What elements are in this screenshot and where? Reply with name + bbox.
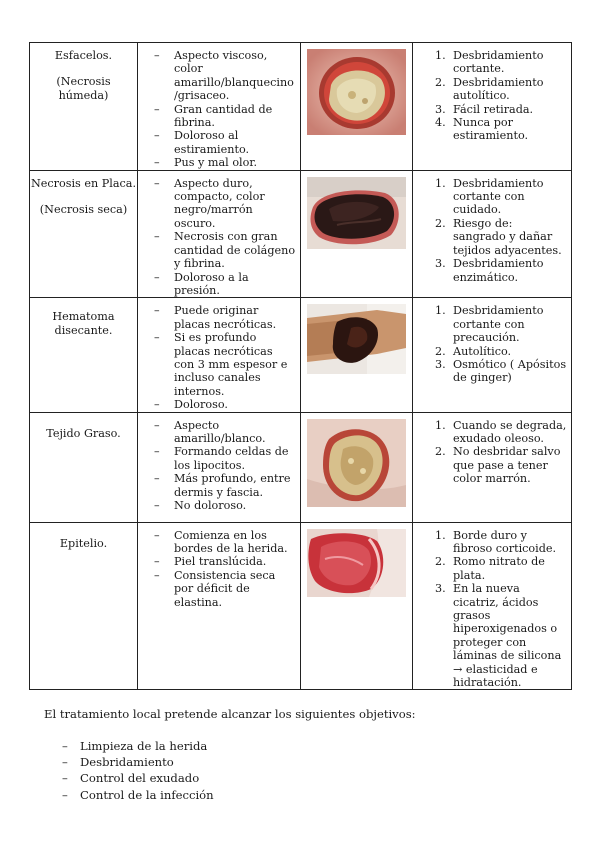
feature-item: – Doloroso.	[154, 398, 296, 411]
wound-slough-photo	[307, 49, 406, 135]
tissue-name-cell	[30, 298, 138, 412]
tissue-name-cell	[30, 43, 138, 171]
feature-item: – Más profundo, entre dermis y fascia.	[154, 472, 296, 499]
objective-item: – Limpieza de la herida	[62, 738, 214, 754]
treatment-item: 1. Desbridamiento cortante con cuidado.	[435, 176, 544, 217]
features-cell	[138, 412, 301, 522]
treatment-cell	[413, 170, 572, 298]
objective-item: – Desbridamiento	[62, 754, 214, 770]
hematoma-photo	[307, 304, 406, 374]
objective-item: – Control del exudado	[62, 770, 214, 786]
epithelium-photo	[307, 529, 406, 597]
tissue-name: Necrosis en Placa.	[30, 176, 137, 190]
treatment-item: 2. Romo nitrato de plata.	[435, 555, 545, 582]
tissue-name: Epitelio.	[59, 536, 108, 550]
tissue-subname: (Necrosis seca)	[39, 203, 128, 217]
feature-item: – Doloroso a la presión.	[154, 271, 296, 298]
treatment-item: 1. Cuando se degrada, exudado oleoso.	[435, 418, 567, 445]
feature-item: – Puede originar placas necróticas.	[154, 304, 296, 331]
features-cell	[138, 298, 301, 412]
feature-item: – Doloroso al estiramiento.	[154, 129, 296, 156]
tissue-name: Tejido Graso.	[46, 426, 121, 440]
treatment-item: 1. Desbridamiento cortante con precaución.	[435, 304, 544, 345]
tissue-name: Hematoma disecante.	[52, 310, 115, 337]
feature-item: – Piel translúcida.	[154, 555, 296, 568]
table-row	[30, 43, 572, 171]
feature-item: – Aspecto duro, compacto, color negro/marrón oscuro.	[154, 177, 296, 231]
treatment-cell	[413, 412, 572, 522]
features-cell	[138, 170, 301, 298]
treatment-item: 1. Desbridamiento cortante.	[435, 49, 544, 76]
feature-item: – Comienza en los bordes de la herida.	[154, 529, 296, 556]
image-cell	[301, 43, 413, 171]
image-cell	[301, 298, 413, 412]
features-cell	[138, 43, 301, 171]
tissue-name-cell	[30, 522, 138, 690]
treatment-item: 3. Desbridamiento enzimático.	[435, 257, 544, 284]
treatment-item: 2. No desbridar salvo que pase a tener color marrón.	[435, 445, 561, 486]
tissue-name: Esfacelos.	[54, 49, 113, 62]
objective-item: – Control de la infección	[62, 787, 214, 803]
feature-item: – Consistencia seca por déficit de elastina.	[154, 569, 296, 609]
objectives-list	[62, 738, 214, 803]
table-row	[30, 522, 572, 690]
feature-item: – Aspecto amarillo/blanco.	[154, 419, 296, 446]
dry-necrosis-photo	[307, 177, 406, 249]
feature-item: – Formando celdas de los lipocitos.	[154, 445, 296, 472]
tissue-subname: (Necrosis húmeda)	[56, 75, 111, 102]
feature-item: – No doloroso.	[154, 499, 296, 512]
table-row	[30, 298, 572, 412]
treatment-item: 1. Borde duro y fibroso corticoide.	[435, 528, 557, 555]
treatment-cell	[413, 522, 572, 690]
treatment-item: 3. Osmótico ( Apósitos de ginger)	[435, 357, 567, 385]
feature-item: – Aspecto viscoso, color amarillo/blanquecino /grisaceo.	[154, 49, 296, 103]
treatment-item: 3. Fácil retirada.	[435, 102, 534, 116]
objectives-intro: El tratamiento local pretende alcanzar los siguientes objetivos:	[44, 707, 416, 721]
tissue-name-cell	[30, 170, 138, 298]
treatment-item: 2. Riesgo de: sangrado y dañar tejidos adyacentes.	[435, 216, 562, 257]
table-row	[30, 170, 572, 298]
features-cell	[138, 522, 301, 690]
treatment-cell	[413, 43, 572, 171]
feature-item: – Gran cantidad de fibrina.	[154, 103, 296, 130]
feature-item: – Necrosis con gran cantidad de colágeno y fibrina.	[154, 230, 296, 270]
treatment-item: 3. En la nueva cicatriz, ácidos grasos hiperoxigenados o proteger con láminas de silicona → elasticidad e hidratación.	[435, 582, 562, 690]
image-cell	[301, 522, 413, 690]
treatment-item: 4. Nunca por estiramiento.	[435, 116, 529, 143]
fatty-tissue-photo	[307, 419, 406, 507]
feature-item: – Pus y mal olor.	[154, 156, 296, 169]
image-cell	[301, 170, 413, 298]
feature-item: – Si es profundo placas necróticas con 3 mm espesor e incluso canales internos.	[154, 331, 296, 398]
table-row	[30, 412, 572, 522]
wound-tissue-table	[29, 42, 572, 690]
treatment-item: 2. Desbridamiento autolítico.	[435, 75, 544, 103]
tissue-name-cell	[30, 412, 138, 522]
treatment-item: 2. Autolítico.	[435, 344, 512, 358]
treatment-cell	[413, 298, 572, 412]
image-cell	[301, 412, 413, 522]
